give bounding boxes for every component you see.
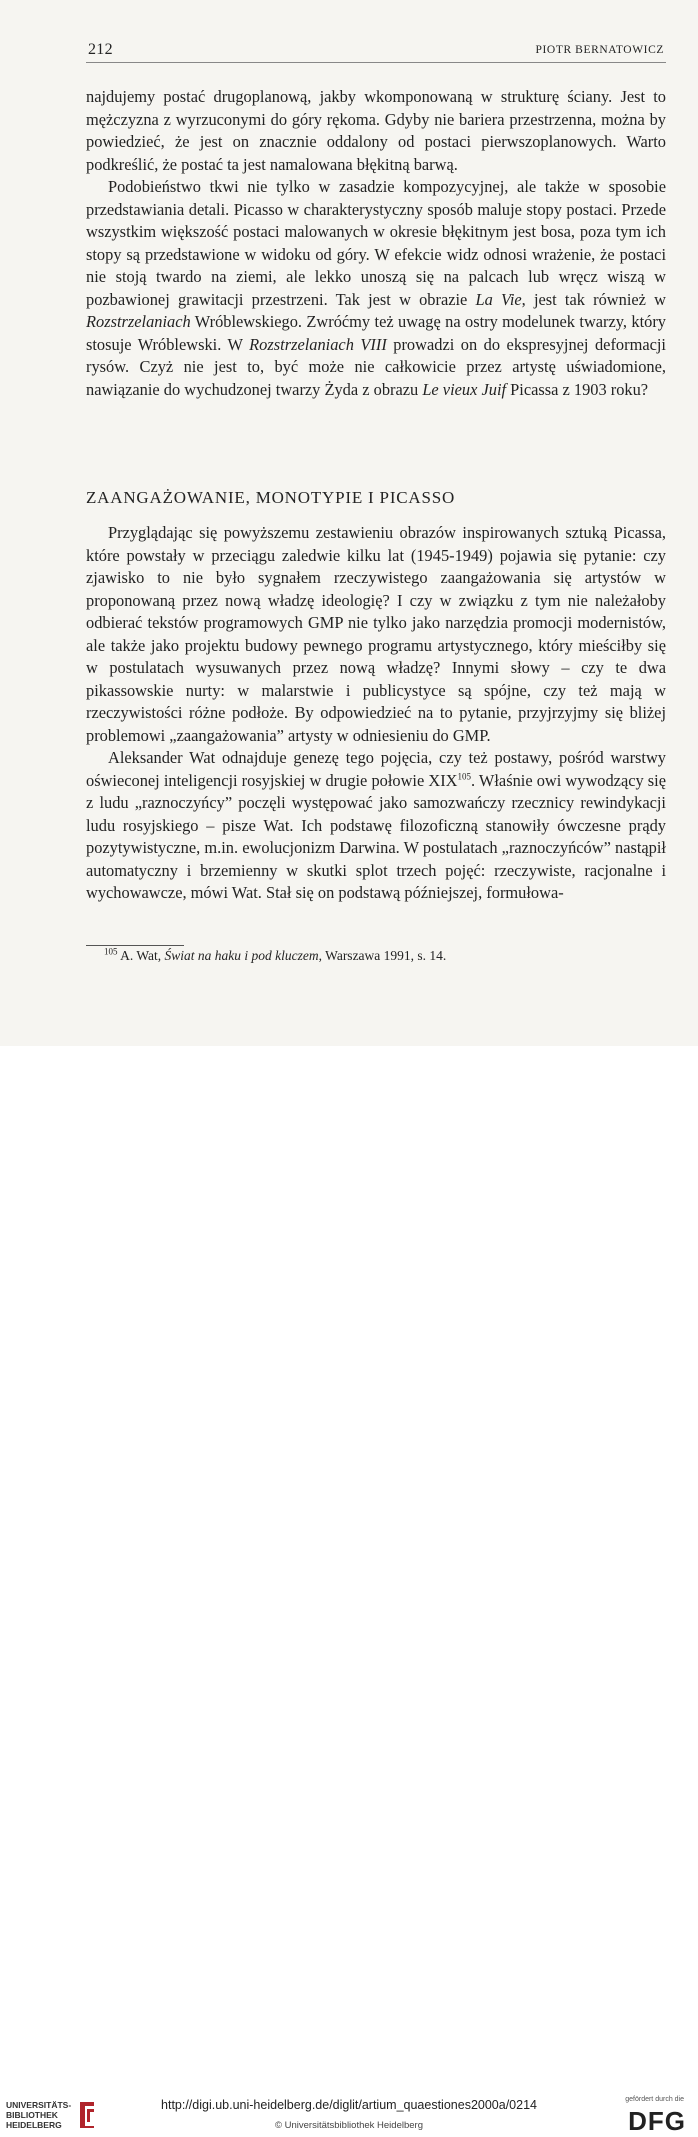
header-rule <box>86 62 666 63</box>
paragraph-2: Podobieństwo tkwi nie tylko w zasadzie kompozycyjnej, ale także w sposobie przedstawiania detali. Picasso w charakterystyczny sposób maluje stopy postaci. Przede wszystkim większość postaci malowanych w okresie błękitnym jest bosa, poza tym ich stopy są przedstawione w widoku od góry. W efekcie widz odnosi wrażenie, że postaci nie stoją twardo na ziemi, ale lekko unoszą się na palcach lub wręcz wiszą w pozbawionej grawitacji przestrzeni. Tak jest w obrazie La Vie, jest tak również w Rozstrzelaniach Wróblewskiego. Zwróćmy też uwagę na ostry modelunek twarzy, który stosuje Wróblewski. W Rozstrzelaniach VIII prowadzi on do ekspresyjnej deformacji rysów. Czyż nie jest to, być może nie całkowicie przez artystę uświadomione, nawiązanie do wychudzonej twarzy Żyda z obrazu Le vieux Juif Picassa z 1903 roku? <box>86 177 666 399</box>
funding-note: gefördert durch die <box>625 2096 684 2103</box>
paragraph-1: najdujemy postać drugoplanową, jakby wkomponowaną w strukturę ściany. Jest to mężczyzna z wyrzuconymi do góry rękoma. Gdyby nie bariera przestrzenna, można by powiedzieć, że jest on znacznie oddalony od postaci pierwszoplanowych. Warto podkreślić, że postać ta jest namalowana błękitną barwą. <box>86 87 666 174</box>
paragraph-3: Przyglądając się powyższemu zestawieniu obrazów inspirowanych sztuką Picassa, które powstały w przeciągu zaledwie kilku lat (1945-1949) pojawia się pytanie: czy zjawisko to nie było sygnałem rzeczywistego zaangażowania się artystów w proponowaną przez nową władzę ideologię? I czy w związku z tym nie należałoby odbierać tekstów programowych GMP nie tylko jako narzędzia promocji modernistów, ale także jako projektu budowy pewnego programu artystycznego, który mieściłby się w postulatach wysuwanych przez nową władzę? Innymi słowy – czy te dwa pikassowskie nurty: w malarstwie i publicystyce są spójne, czy też mają w rzeczywistości różne podłoże. By odpowiedzieć na to pytanie, przyjrzyjmy się bliżej problemowi „zaangażowania” artysty w odniesieniu do GMP. <box>86 523 666 745</box>
footnote-ref: 105 <box>457 771 471 782</box>
page-number: 212 <box>88 41 113 58</box>
paragraph-4: Aleksander Wat odnajduje genezę tego pojęcia, czy też postawy, pośród warstwy oświeconej inteligencji rosyjskiej w drugie połowie XIX$^{105}$. Właśnie owi wywodzący się z ludu „raznoczyńcy” poczęli występować jako samozwańczy rzecznicy rewindykacji ludu rosyjskiego – pisze Wat. Ich podstawę filozoficzną stanowiły ówczesne prądy pozytywistyczne, m.in. ewolucjonizm Darwina. W postulatach „raznoczyńców” nastąpił automatyczny i brzemienny w skutki splot trzech pojęć: rzeczywiste, racjonalne i wychowawcze, mówi Wat. Stał się on podstawą późniejszej, formułowa- <box>86 748 666 902</box>
body-text-top <box>86 86 666 401</box>
section-heading: ZAANGAŻOWANIE, MONOTYPIE I PICASSO <box>86 488 456 507</box>
copyright-notice: © Universitätsbibliothek Heidelberg <box>275 2120 423 2131</box>
library-logo-text: UNIVERSITÄTS- BIBLIOTHEK HEIDELBERG <box>6 2100 72 2130</box>
dfg-logo: DFG <box>628 2106 686 2136</box>
permalink-url[interactable]: http://digi.ub.uni-heidelberg.de/diglit/artium_quaestiones2000a/0214 <box>161 2098 537 2112</box>
footnote-rule <box>86 945 184 946</box>
footnote: $^{105}$ A. Wat, Świat na haku i pod kluczem, Warszawa 1991, s. 14. <box>104 946 447 963</box>
body-text-section <box>86 522 666 905</box>
running-header-author: PIOTR BERNATOWICZ <box>535 44 664 56</box>
viewer-footer <box>0 1046 698 2136</box>
scanned-page <box>0 0 698 1046</box>
